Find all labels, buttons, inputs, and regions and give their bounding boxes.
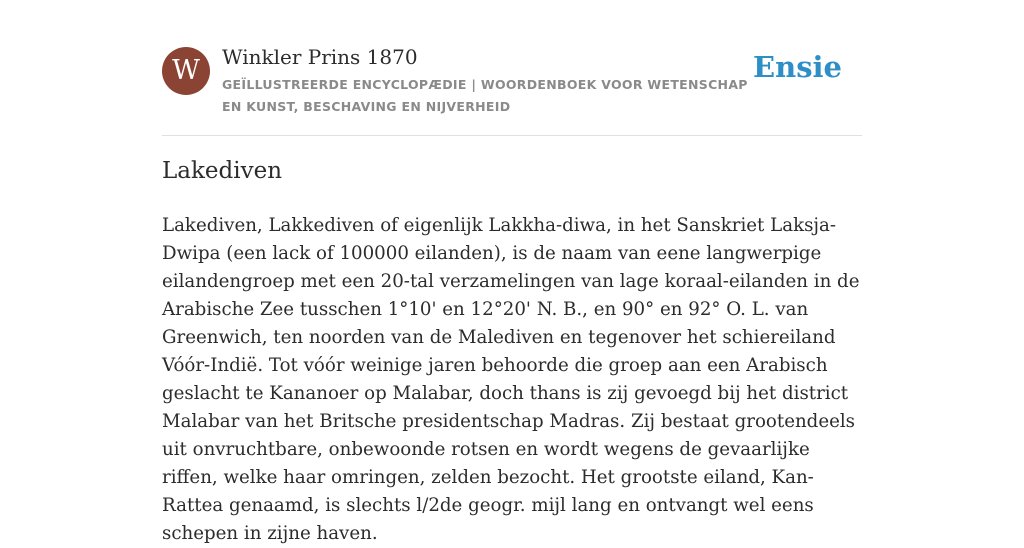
ensie-logo-link[interactable]: Ensie: [753, 50, 842, 84]
article-body: Lakediven, Lakkediven of eigenlijk Lakkha-diwa, in het Sanskriet Laksja-Dwipa (een lack of 100000 eilanden), is de naam van eene langwerpige eilandengroep met een 20-tal verzamelingen van lage koraal-eilanden in de Arabische Zee tusschen 1°10' en 12°20' N. B., en 90° en 92° O. L. van Greenwich, ten noorden van de Malediven en tegenover het schiereiland Vóór-Indië. Tot vóór weinige jaren behoorde die groep aan een Arabisch geslacht te Kananoer op Malabar, doch thans is zij gevoegd bij het district Malabar van het Britsche presidentschap Madras. Zij bestaat grootendeels uit onvruchtbare, onbewoonde rotsen en wordt wegens de gevaarlijke riffen, welke haar omringen, zelden bezocht. Het grootste eiland, Kan-Rattea genaamd, is slechts l/2de geogr. mijl lang en ontvangt wel eens schepen in zijne haven.: [162, 215, 860, 544]
avatar[interactable]: W: [162, 47, 210, 95]
book-subtitle: GEÏLLUSTREERDE ENCYCLOPÆDIE | WOORDENBOEK VOOR WETENSCHAP EN KUNST, BESCHAVING EN NIJVERHEID: [222, 77, 748, 114]
book-title[interactable]: Winkler Prins 1870: [222, 45, 418, 69]
page-container: [162, 0, 862, 544]
header: [162, 0, 862, 136]
article-title: Lakediven: [162, 158, 283, 184]
